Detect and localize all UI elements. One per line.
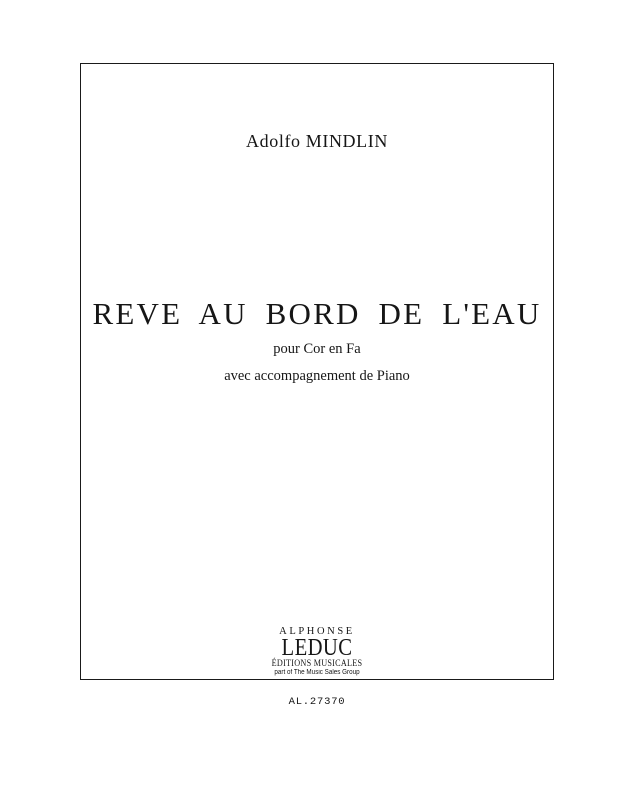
publisher-logo-editions: ÉDITIONS MUSICALES [271, 659, 363, 669]
catalog-number: AL.27370 [288, 696, 346, 708]
publisher-logo-group: part of The Music Sales Group [274, 669, 360, 676]
work-title: REVE AU BORD DE L'EAU [92, 296, 542, 331]
publisher-logo-first-name: ALPHONSE [279, 626, 355, 637]
accompaniment-line: avec accompagnement de Piano [224, 368, 410, 384]
instrumentation-line: pour Cor en Fa [273, 341, 361, 357]
publisher-logo-name: LEDUC [281, 635, 353, 661]
composer-name: Adolfo MINDLIN [246, 131, 388, 151]
publisher-logo [0, 626, 634, 677]
